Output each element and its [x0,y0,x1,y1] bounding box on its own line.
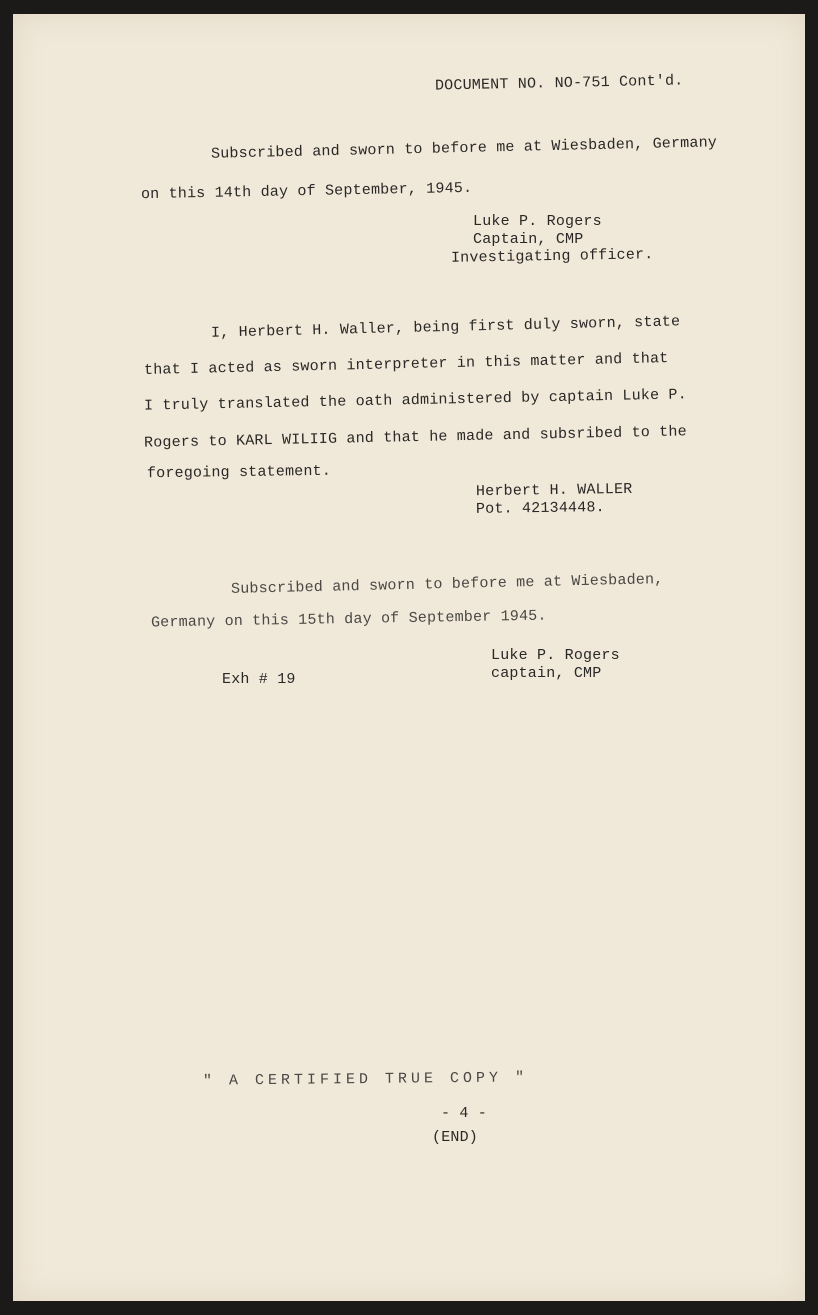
exhibit-label: Exh # 19 [222,671,296,688]
paragraph-1-line-1: Subscribed and sworn to before me at Wiesbaden, Germany [210,134,718,163]
signature-1-rank: Captain, CMP [473,231,584,248]
paragraph-3-line-1: Subscribed and sworn to before me at Wiesbaden, [230,571,664,598]
paragraph-3-line-2: Germany on this 15th day of September 1945. [150,607,547,632]
paragraph-2-line-1: I, Herbert H. Waller, being first duly sworn, state [210,313,681,342]
paragraph-1-line-2: on this 14th day of September, 1945. [140,179,473,204]
paragraph-2-line-5: foregoing statement. [146,462,332,483]
end-marker: (END) [432,1129,479,1146]
signature-1-name: Luke P. Rogers [473,213,602,230]
signature-2-name: Herbert H. WALLER [475,480,633,501]
document-page [13,14,805,1301]
certified-copy-stamp: " A CERTIFIED TRUE COPY " [202,1069,529,1090]
document-header: DOCUMENT NO. NO-751 Cont'd. [434,72,684,95]
page-number: - 4 - [441,1105,488,1122]
signature-2-id: Pot. 42134448. [475,499,605,518]
paragraph-2-line-4: Rogers to KARL WILIIG and that he made and subsribed to the [143,423,688,452]
signature-3-rank: captain, CMP [491,665,602,682]
paragraph-2-line-3: I truly translated the oath administered by captain Luke P. [143,386,688,415]
paragraph-2-line-2: that I acted as sworn interpreter in this matter and that [143,350,669,379]
signature-3-name: Luke P. Rogers [491,647,620,664]
signature-1-title: Investigating officer. [450,246,654,267]
